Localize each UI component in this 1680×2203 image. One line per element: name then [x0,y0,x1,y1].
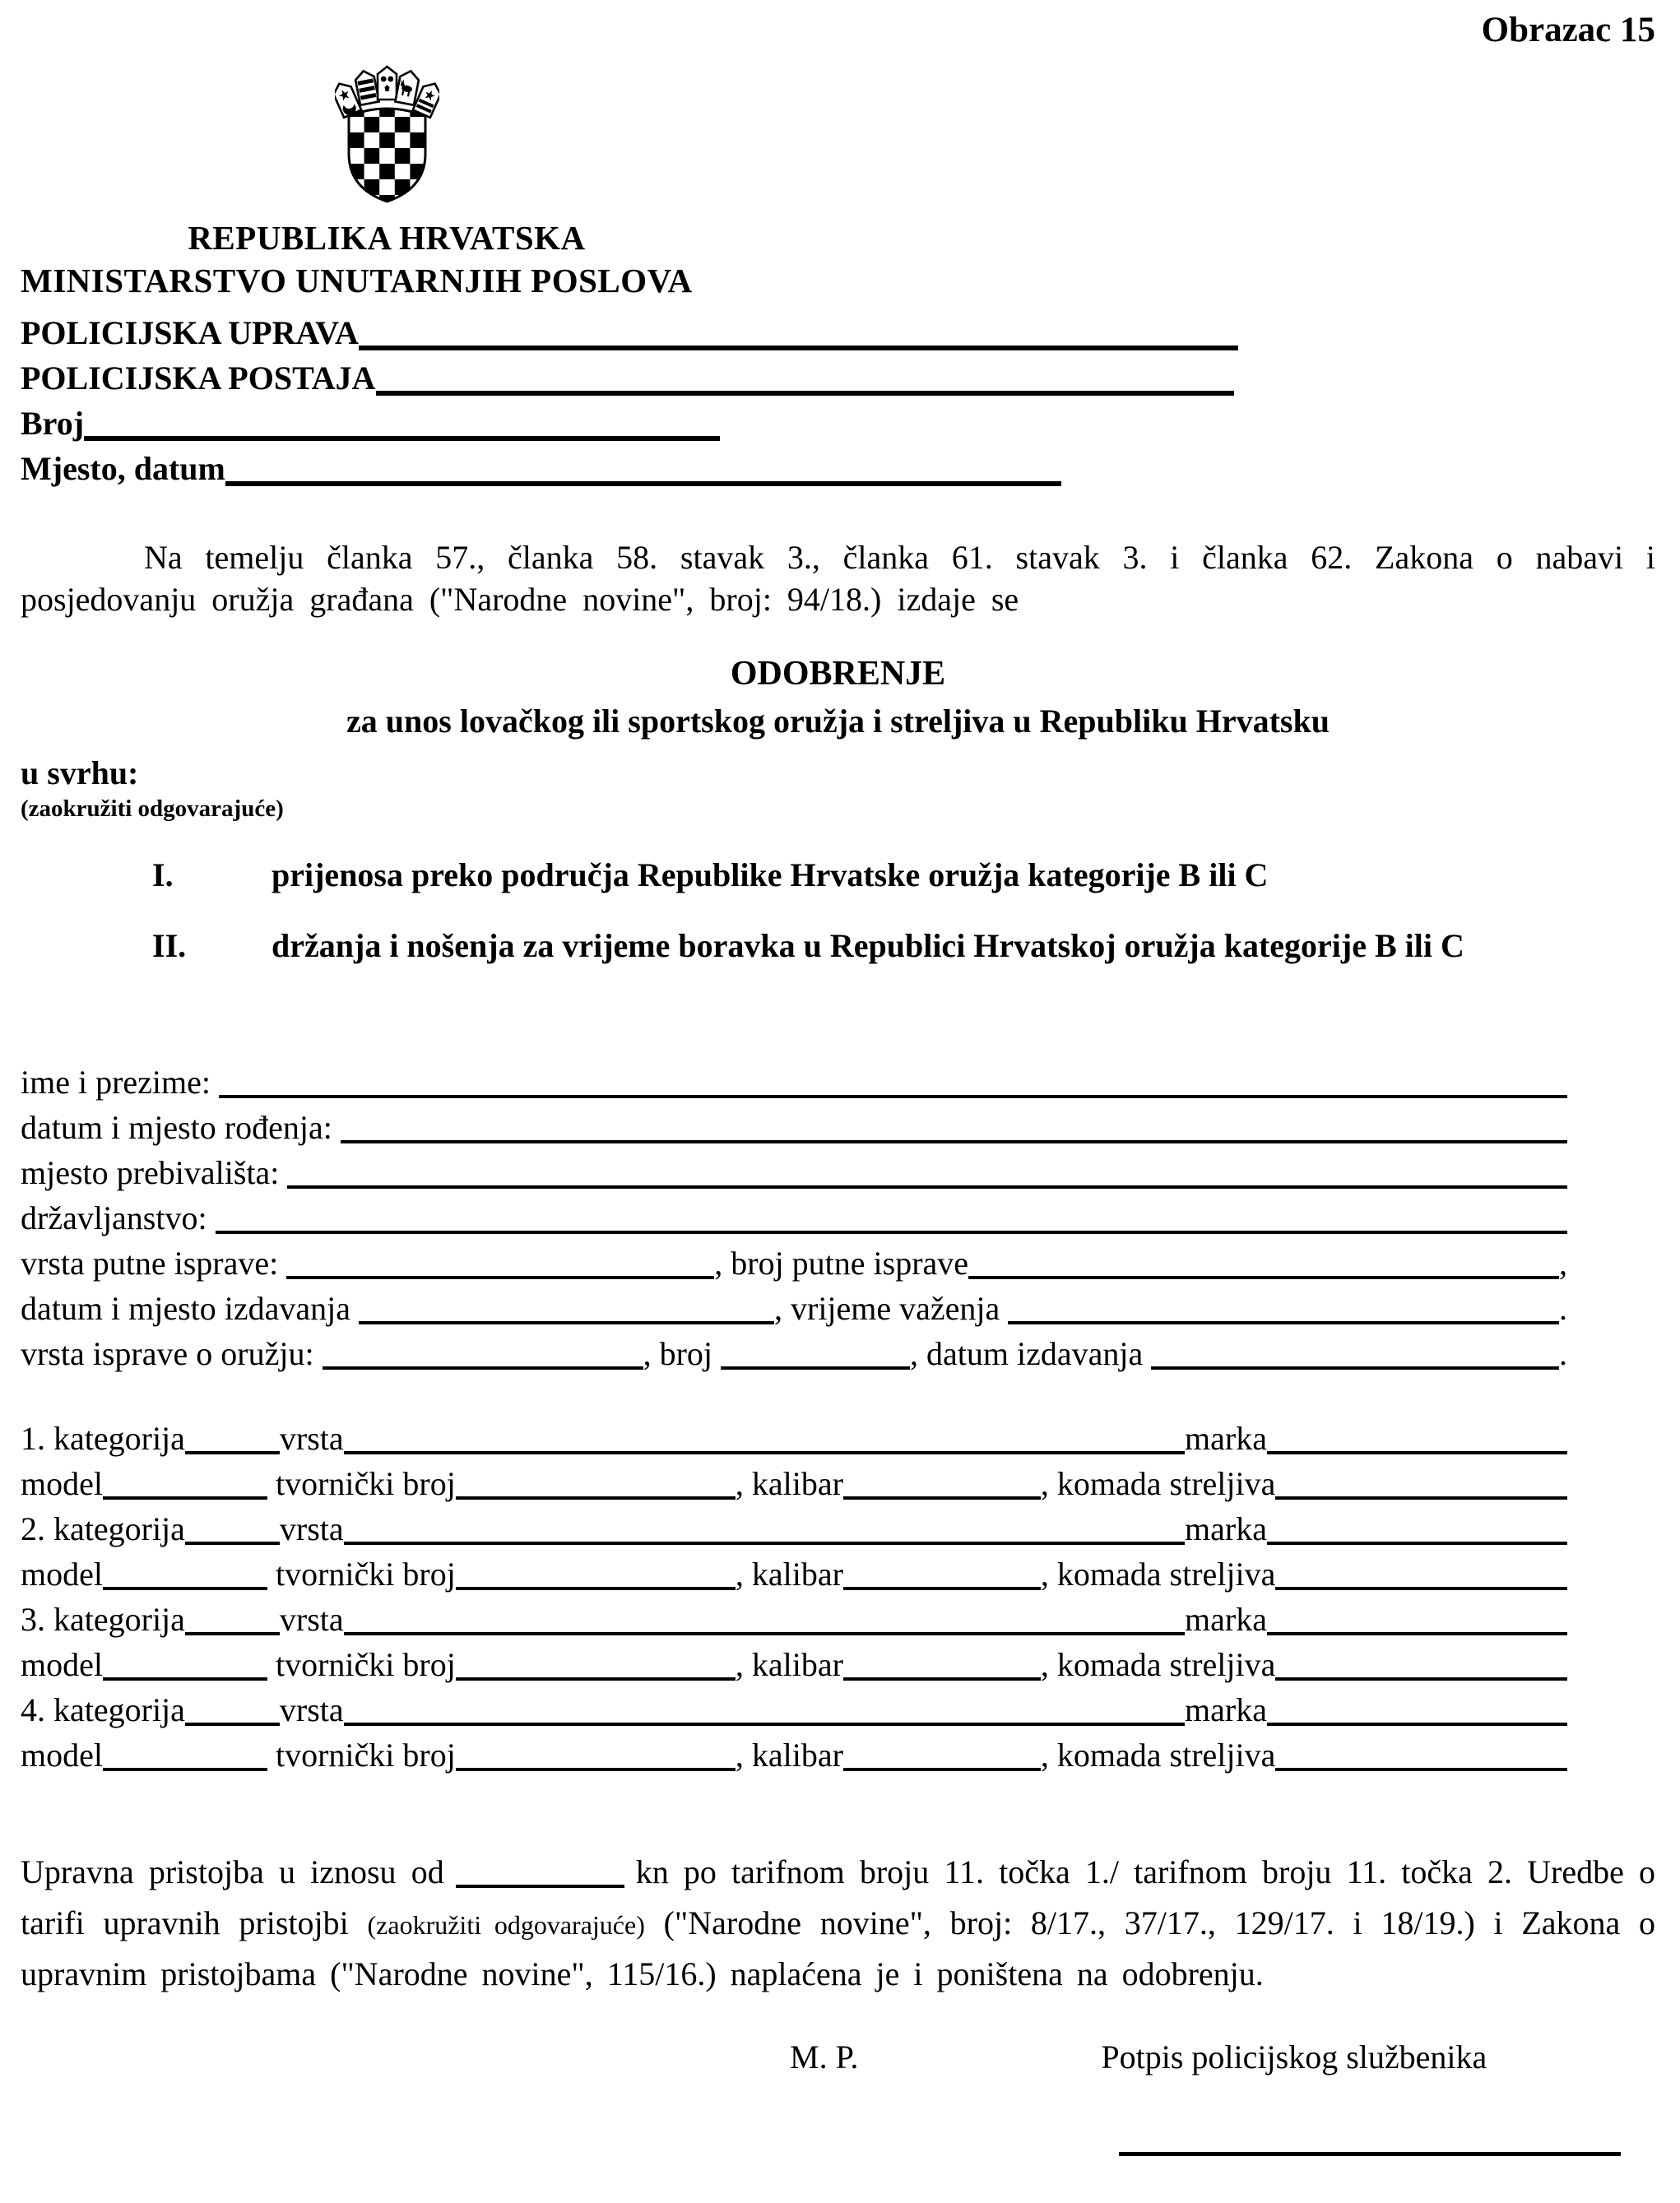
field-label: mjesto prebivališta: [21,1153,288,1191]
blank-line [1275,1677,1567,1681]
option-numeral: I. [152,856,174,893]
field-label: , broj [643,1334,721,1372]
signature-caption: Potpis policijskog službenika [1101,2038,1487,2075]
blank-line [185,1451,280,1454]
weapon-detail-row-2 [21,1548,1567,1593]
brand-label: marka [1185,1510,1267,1547]
blank-line [1151,1366,1559,1370]
type-label: vrsta [279,1419,344,1457]
ammo-label: , komada streljiva [1040,1645,1276,1683]
blank-line [1267,1723,1567,1726]
type-label: vrsta [279,1691,344,1728]
type-label: vrsta [279,1510,344,1547]
weapon-category-row-1 [21,1412,1567,1458]
field-label: , datum izdavanja [910,1334,1152,1372]
blank-line [103,1587,267,1590]
blank-line [843,1496,1041,1500]
model-label: model [21,1736,103,1774]
blank-line [456,1677,736,1681]
birth-row [21,1102,1567,1147]
serial-label: tvornički broj [267,1645,456,1683]
form-number: Obrazac 15 [1481,11,1655,49]
brand-label: marka [1185,1691,1267,1728]
blank-line [103,1677,267,1681]
punctuation: . [1559,1334,1567,1372]
blank-line [103,1768,267,1771]
blank-line [1267,1542,1567,1545]
ammo-label: , komada streljiva [1040,1555,1276,1593]
purpose-note: (zaokružiti odgovarajuće) [21,795,284,822]
brand-label: marka [1185,1419,1267,1457]
caliber-label: , kalibar [735,1464,843,1502]
crown-shield-leopard-heads [378,67,397,100]
ammo-label: , komada streljiva [1040,1464,1276,1502]
fee-note: (zaokružiti odgovarajuće) [367,1909,645,1940]
header-fields [21,307,1655,488]
blank-line [344,1542,1185,1545]
signature-line [1119,2152,1621,2156]
blank-line [344,1723,1185,1726]
stamp-abbreviation: M. P. [790,2038,859,2075]
blank-line [341,1140,1567,1143]
punctuation: . [1559,1289,1567,1327]
ministry-name: MINISTARSTVO UNUTARNJIH POSLOVA [21,262,693,299]
weapons-section [21,1412,1567,1774]
option-numeral: II. [152,926,187,964]
approval-subtitle: za unos lovačkog ili sportskog oružja i streljiva u Republiku Hrvatsku [346,702,1330,740]
field-label: datum i mjesto izdavanja [21,1289,359,1327]
blank-line [456,1496,736,1500]
field-label: datum i mjesto rođenja: [21,1108,341,1146]
number-row [21,397,720,443]
police-station-label: POLICIJSKA POSTAJA [21,359,376,397]
field-label: ime i prezime: [21,1063,220,1101]
blank-line [1275,1496,1567,1500]
approval-title: ODOBRENJE [730,654,946,693]
blank-line [359,346,1238,350]
weapon-category-row-2 [21,1503,1567,1548]
fee-text-rest: ("Narodne novine", broj: 8/17., 37/17., 129/17. i 18/19.) i Zakona o upravnim pristojbama ("Narodne novine", 115/16.) naplaćena je i poništena na odobrenju. [21,1904,1656,1992]
place-date-row [21,443,1061,488]
blank-line [359,1321,774,1324]
blank-line [84,436,720,441]
blank-line [843,1677,1041,1681]
purpose-label: u svrhu: [21,754,139,791]
blank-line [286,1276,714,1279]
blank-line [344,1632,1185,1635]
personal-data-section [21,1056,1567,1373]
signature-row [21,2038,1655,2076]
blank-line [456,1587,736,1590]
police-station-row [21,352,1234,397]
model-label: model [21,1555,103,1593]
header-block [21,63,753,257]
category-label: 1. kategorija [21,1419,185,1457]
weapon-category-row-3 [21,1593,1567,1639]
number-label: Broj [21,405,85,442]
blank-line [843,1587,1041,1590]
blank-line [344,1451,1185,1454]
caliber-label: , kalibar [735,1645,843,1683]
blank-line [1275,1587,1567,1590]
blank-line [1008,1321,1559,1324]
blank-line [185,1632,280,1635]
fee-text-after: kn po tarifnom broju 11. točka 1./ tarifnom broju 11. točka 2. Uredbe o tarifi upravnih pristojbi [21,1853,1655,1941]
place-date-label: Mjesto, datum [21,450,225,487]
ammo-label: , komada streljiva [1040,1736,1276,1774]
type-label: vrsta [279,1600,344,1638]
residence-row [21,1147,1567,1192]
model-label: model [21,1464,103,1502]
blank-line [185,1723,280,1726]
field-label: , broj putne isprave [714,1244,969,1282]
caliber-label: , kalibar [735,1736,843,1774]
blank-line [219,1095,1567,1098]
category-label: 3. kategorija [21,1600,185,1638]
option-text: držanja i nošenja za vrijeme boravka u Republici Hrvatskoj oružja kategorije B ili C [271,926,1464,964]
purpose-options [21,857,1655,964]
legal-basis-paragraph: Na temelju članka 57., članka 58. stavak 3., članka 61. stavak 3. i članka 62. Zakona o nabavi i posjedovanju oružja građana ("Narodne novine", broj: 94/18.) izdaje se [21,539,1655,618]
serial-label: tvornički broj [267,1555,456,1593]
model-label: model [21,1645,103,1683]
country-name: REPUBLIKA HRVATSKA [188,219,586,257]
purpose-option-1 [21,857,1655,893]
field-label: vrsta isprave o oružju: [21,1334,323,1372]
caliber-label: , kalibar [735,1555,843,1593]
field-label: vrsta putne isprave: [21,1244,287,1282]
croatian-coat-of-arms-icon [335,63,439,213]
weapon-document-row [21,1328,1567,1373]
blank-line [1267,1451,1567,1454]
blank-line [721,1366,910,1370]
police-administration-row [21,307,1238,352]
weapon-detail-row-4 [21,1729,1567,1774]
purpose-option-2 [21,928,1655,964]
fee-text-before: Upravna pristojba u iznosu od [21,1853,444,1890]
police-administration-label: POLICIJSKA UPRAVA [21,314,359,351]
fee-paragraph [21,1847,1655,2000]
field-label: , vrijeme važenja [774,1289,1009,1327]
blank-line [185,1542,280,1545]
blank-line [1275,1768,1567,1771]
weapon-category-row-4 [21,1684,1567,1729]
blank-line [376,391,1234,396]
punctuation: , [1559,1244,1567,1282]
category-label: 4. kategorija [21,1691,185,1728]
name-row [21,1056,1567,1102]
blank-line [843,1768,1041,1771]
brand-label: marka [1185,1600,1267,1638]
serial-label: tvornički broj [267,1736,456,1774]
citizenship-row [21,1192,1567,1237]
issue-row [21,1282,1567,1328]
serial-label: tvornički broj [267,1464,456,1502]
weapon-detail-row-1 [21,1458,1567,1503]
option-text: prijenosa preko područja Republike Hrvatske oružja kategorije B ili C [271,856,1269,893]
travel-document-row [21,1237,1567,1282]
blank-line [1267,1632,1567,1635]
blank-line [103,1496,267,1500]
blank-line [456,1768,736,1771]
field-label: državljanstvo: [21,1199,216,1236]
blank-line [225,481,1061,486]
blank-line [968,1276,1559,1279]
blank-line [323,1366,643,1370]
weapon-detail-row-3 [21,1639,1567,1684]
category-label: 2. kategorija [21,1510,185,1547]
blank-line [216,1231,1567,1234]
blank-line [287,1185,1567,1189]
blank-line [456,1885,624,1888]
